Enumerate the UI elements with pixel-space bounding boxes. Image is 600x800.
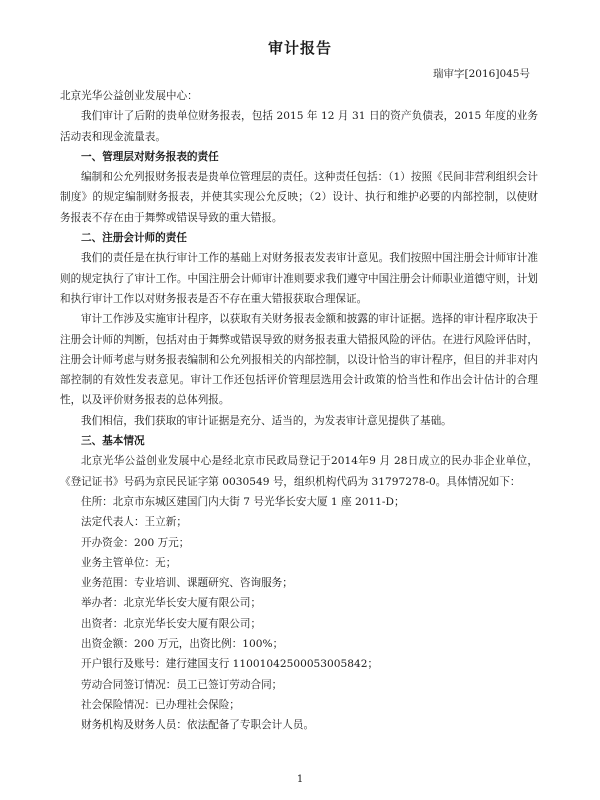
page-number: 1 [296, 774, 304, 785]
section-2-paragraph-2: 审计工作涉及实施审计程序，以获取有关财务报表金额和披露的审计证据。选择的审计程序取决于注册会计师的判断，包括对由于舞弊或错误导致的财务报表重大错报风险的评估。在进行风险评估时，注册会计师考虑与财务报表编制和公允列报相关的内部控制，以设计恰当的审计程序，但目的并非对内部控制的有效性发表意见。审计工作还包括评价管理层选用会计政策的恰当性和作出会计估计的合理性，以及评价财务报表的总体列报。 [60, 313, 538, 407]
info-item: 出资金额：200 万元，出资比例：100%； [81, 638, 284, 651]
info-item: 劳动合同签订情况：员工已签订劳动合同； [81, 678, 283, 691]
info-item: 开户银行及账号：建行建国支行 11001042500053005842； [81, 658, 379, 671]
intro-paragraph: 我们审计了后附的贵单位财务报表，包括 2015 年 12 月 31 日的资产负债表，2015 年度的业务活动表和现金流量表。 [60, 110, 538, 143]
reference-number: 瑞审字[2016]045号 [433, 68, 530, 80]
info-item: 法定代表人：王立新； [81, 516, 187, 529]
section-3-paragraph: 北京光华公益创业发展中心是经北京市民政局登记于2014年9 月 28日成立的民办非企业单位，《登记证书》号码为京民民证字第 0030549 号，组织机构代码为 31797278-0。具体情况如下： [60, 455, 538, 488]
info-item: 社会保险情况：已办理社会保险； [81, 698, 240, 711]
addressee: 北京光华公益创业发展中心： [60, 90, 198, 102]
info-item: 出资者：北京光华长安大厦有限公司； [81, 617, 262, 630]
info-item: 财务机构及财务人员：依法配备了专职会计人员。 [81, 719, 315, 732]
section-2-paragraph-3: 我们相信，我们获取的审计证据是充分、适当的，为发表审计意见提供了基础。 [81, 414, 452, 427]
section-1-heading: 一、管理层对财务报表的责任 [81, 150, 219, 163]
page-title: 审计报告 [267, 39, 332, 57]
info-item: 住所：北京市东城区建国门内大街 7 号光华长安大厦 1 座 2011-D； [81, 495, 405, 508]
info-item: 业务范围：专业培训、课题研究、咨询服务； [81, 577, 293, 590]
document-body [60, 86, 538, 736]
section-3-heading: 三、基本情况 [81, 435, 145, 448]
section-1-paragraph: 编制和公允列报财务报表是贵单位管理层的责任。这种责任包括：（1）按照《民间非营利组织会计制度》的规定编制财务报表，并使其实现公允反映；（2）设计、执行和维护必要的内部控制，以使财务报表不存在由于舞弊或错误导致的重大错报。 [60, 171, 538, 224]
section-2-heading: 二、注册会计师的责任 [81, 232, 187, 245]
info-item: 举办者：北京光华长安大厦有限公司； [81, 597, 262, 610]
basic-info-list [60, 492, 538, 736]
info-item: 业务主管单位：无； [81, 556, 177, 569]
section-2-paragraph-1: 我们的责任是在执行审计工作的基础上对财务报表发表审计意见。我们按照中国注册会计师审计准则的规定执行了审计工作。中国注册会计师审计准则要求我们遵守中国注册会计师职业道德守则，计划和执行审计工作以对财务报表是否不存在重大错报获取合理保证。 [60, 252, 538, 305]
info-item: 开办资金：200 万元； [81, 536, 190, 549]
